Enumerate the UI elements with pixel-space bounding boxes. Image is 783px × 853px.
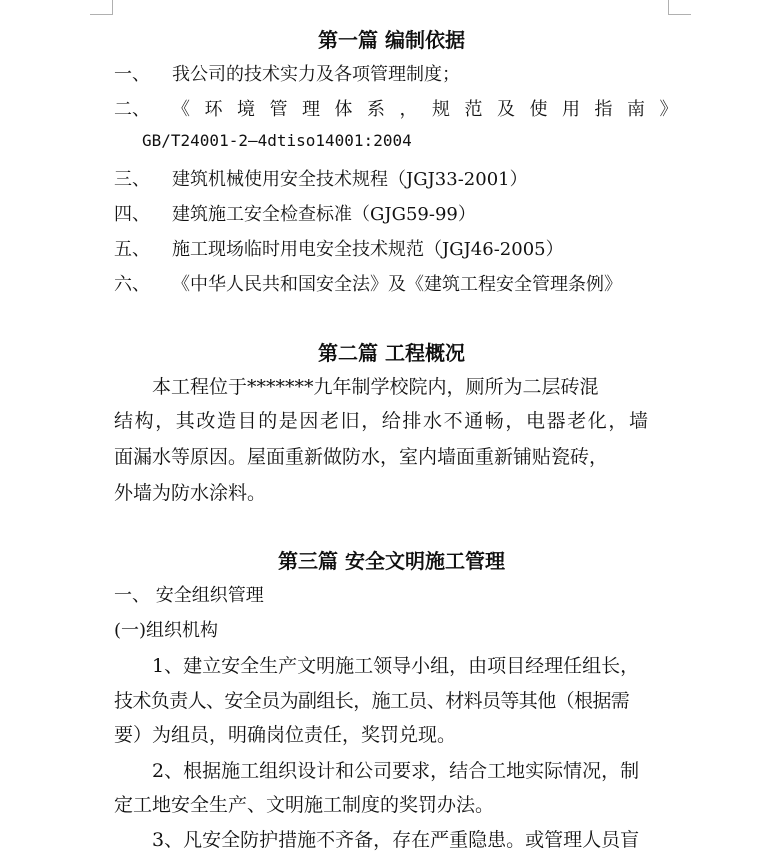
- paragraph-line: 本工程位于*******九年制学校院内，厕所为二层砖混: [152, 376, 599, 398]
- paragraph-line: 2、根据施工组织设计和公司要求，结合工地实际情况，制: [152, 760, 640, 782]
- paragraph-line: 定工地安全生产、文明施工制度的奖罚办法。: [114, 794, 495, 816]
- section3-title: 第三篇 安全文明施工管理: [278, 549, 505, 573]
- list-item: [114, 165, 528, 191]
- list-item: [114, 270, 622, 296]
- subsection-heading: 一、 安全组织管理: [114, 585, 264, 606]
- paragraph-line: 结构，其改造目的是因老旧，给排水不通畅，电器老化，墙: [114, 410, 650, 432]
- item-number: 三、: [114, 169, 150, 190]
- paragraph-line: 外墙为防水涂料。: [114, 482, 267, 504]
- item-text: 我公司的技术实力及各项管理制度；: [172, 64, 460, 85]
- paragraph-line: 1、建立安全生产文明施工领导小组，由项目经理任组长，: [152, 655, 640, 677]
- item-number: 六、: [114, 274, 150, 295]
- item-text-spaced: 《环境管理体系，规范及使用指南》: [172, 99, 692, 120]
- subsection-heading: (一)组织机构: [114, 620, 219, 641]
- paragraph-line: 技术负责人、安全员为副组长，施工员、材料员等其他（根据需: [114, 690, 630, 712]
- item-text: 《中华人民共和国安全法》及《建筑工程安全管理条例》: [172, 274, 622, 295]
- paragraph-line: 面漏水等原因。屋面重新做防水，室内墙面重新铺贴瓷砖，: [114, 446, 609, 468]
- list-item-continuation: GB/T24001-2—4dtiso14001:2004: [142, 131, 412, 150]
- item-text: 施工现场临时用电安全技术规范（JGJ46-2005）: [172, 239, 564, 260]
- section1-title: 第一篇 编制依据: [318, 28, 465, 52]
- crop-mark-top-left: [90, 0, 113, 15]
- item-text: 建筑机械使用安全技术规程（JGJ33-2001）: [172, 169, 528, 190]
- list-item: [114, 60, 460, 86]
- paragraph-line: 要）为组员，明确岗位责任，奖罚兑现。: [114, 724, 457, 746]
- item-number: 五、: [114, 239, 150, 260]
- list-item: [114, 235, 564, 261]
- list-item: [114, 200, 476, 226]
- item-number: 一、: [114, 64, 150, 85]
- list-item: [114, 95, 692, 121]
- item-number: 四、: [114, 204, 150, 225]
- crop-mark-top-right: [668, 0, 691, 15]
- paragraph-line: 3、凡安全防护措施不齐备，存在严重隐患。或管理人员盲: [152, 829, 640, 851]
- section2-title: 第二篇 工程概况: [318, 341, 465, 365]
- item-text: 建筑施工安全检查标准（GJG59-99）: [172, 204, 476, 225]
- item-number: 二、: [114, 99, 150, 120]
